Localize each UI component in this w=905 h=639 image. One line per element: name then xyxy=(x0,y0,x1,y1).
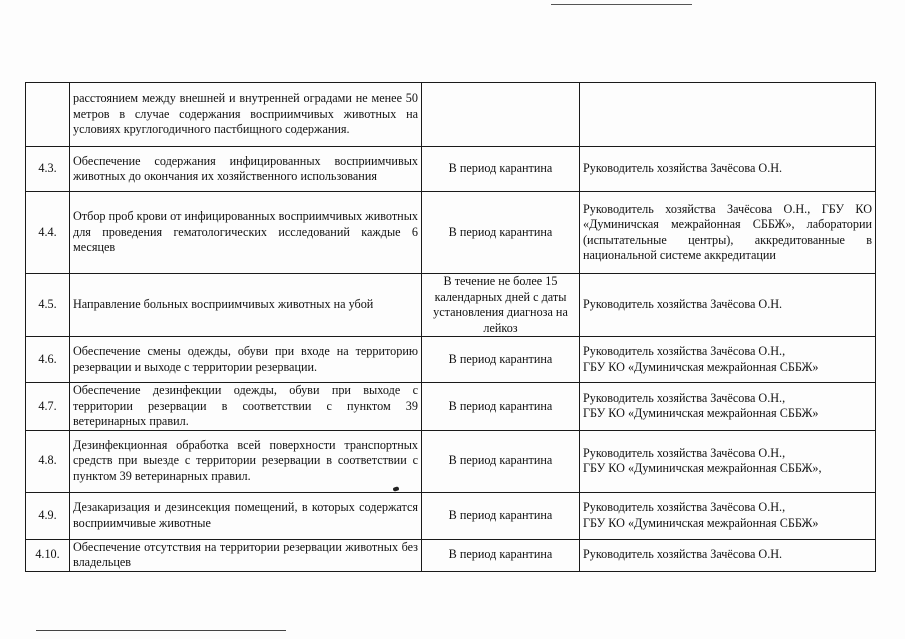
measure-text: Дезинфекционная обработка всей поверхности транспортных средств при выезде с территории резервации в соответствии с пунктом 39 ветеринарных правил. xyxy=(70,430,422,492)
measure-term: В период карантина xyxy=(422,539,580,571)
responsible-line: Руководитель хозяйства Зачёсова О.Н., xyxy=(583,344,786,358)
measure-responsible xyxy=(580,492,876,539)
table-row xyxy=(26,147,876,192)
table-row xyxy=(26,83,876,147)
measure-term: В период карантина xyxy=(422,147,580,192)
measure-term xyxy=(422,83,580,147)
table-row xyxy=(26,430,876,492)
measure-term: В период карантина xyxy=(422,430,580,492)
table-row xyxy=(26,492,876,539)
measure-text: Обеспечение смены одежды, обуви при входе на территорию резервации и выходе с территории резервации. xyxy=(70,337,422,383)
responsible-line: ГБУ КО «Думиничская межрайонная СББЖ» xyxy=(583,359,819,374)
measure-text: Направление больных восприимчивых животных на убой xyxy=(70,274,422,337)
row-number: 4.7. xyxy=(26,383,70,431)
measure-responsible xyxy=(580,192,876,274)
responsible-line: Руководитель хозяйства Зачёсова О.Н., xyxy=(583,500,786,514)
measure-text: Обеспечение отсутствия на территории резервации животных без владельцев xyxy=(70,539,422,571)
table-row xyxy=(26,539,876,571)
row-number xyxy=(26,83,70,147)
measure-text: Дезакаризация и дезинсекция помещений, в которых содержатся восприимчивые животные xyxy=(70,492,422,539)
measure-text: Отбор проб крови от инфицированных восприимчивых животных для проведения гематологических исследований каждые 6 месяцев xyxy=(70,192,422,274)
row-number: 4.6. xyxy=(26,337,70,383)
measure-term: В течение не более 15 календарных дней с даты установления диагноза на лейкоз xyxy=(422,274,580,337)
table-row xyxy=(26,383,876,431)
measure-text: Обеспечение дезинфекции одежды, обуви при выходе с территории резервации в соответствии с пунктом 39 ветеринарных правил. xyxy=(70,383,422,431)
responsible-line: ГБУ КО «Думиничская межрайонная СББЖ», xyxy=(583,461,822,475)
responsible-line: Руководитель хозяйства Зачёсова О.Н., xyxy=(583,445,786,460)
row-number: 4.3. xyxy=(26,147,70,192)
row-number: 4.5. xyxy=(26,274,70,337)
measure-responsible xyxy=(580,274,876,337)
measure-responsible xyxy=(580,83,876,147)
measures-table xyxy=(25,82,876,572)
measure-responsible xyxy=(580,539,876,571)
measure-responsible xyxy=(580,430,876,492)
table-row xyxy=(26,192,876,274)
measure-term: В период карантина xyxy=(422,337,580,383)
responsible-line: ГБУ КО «Думиничская межрайонная СББЖ» xyxy=(583,406,819,421)
table-row xyxy=(26,337,876,383)
measure-term: В период карантина xyxy=(422,492,580,539)
measure-term: В период карантина xyxy=(422,192,580,274)
responsible-line: Руководитель хозяйства Зачёсова О.Н., ГБУ КО «Думиничская межрайонная СББЖ», лаборатории (испытательные центры), аккредитованные в национальной системе аккредитации xyxy=(583,201,872,262)
measure-text: Обеспечение содержания инфицированных восприимчивых животных до окончания их хозяйственного использования xyxy=(70,147,422,192)
responsible-line: Руководитель хозяйства Зачёсова О.Н. xyxy=(583,297,783,312)
measure-responsible xyxy=(580,337,876,383)
responsible-line: ГБУ КО «Думиничская межрайонная СББЖ» xyxy=(583,515,819,530)
row-number: 4.4. xyxy=(26,192,70,274)
row-number: 4.9. xyxy=(26,492,70,539)
header-rule xyxy=(551,4,692,5)
measure-text: расстоянием между внешней и внутренней оградами не менее 50 метров в случае содержания восприимчивых животных на условиях круглогодичного пастбищного содержания. xyxy=(70,83,422,147)
row-number: 4.10. xyxy=(26,539,70,571)
responsible-line: Руководитель хозяйства Зачёсова О.Н. xyxy=(583,547,783,562)
measure-responsible xyxy=(580,147,876,192)
row-number: 4.8. xyxy=(26,430,70,492)
responsible-line: Руководитель хозяйства Зачёсова О.Н., xyxy=(583,390,786,405)
responsible-line: Руководитель хозяйства Зачёсова О.Н. xyxy=(583,161,783,176)
measure-term: В период карантина xyxy=(422,383,580,431)
table-row xyxy=(26,274,876,337)
footer-rule xyxy=(36,630,286,631)
measure-responsible xyxy=(580,383,876,431)
